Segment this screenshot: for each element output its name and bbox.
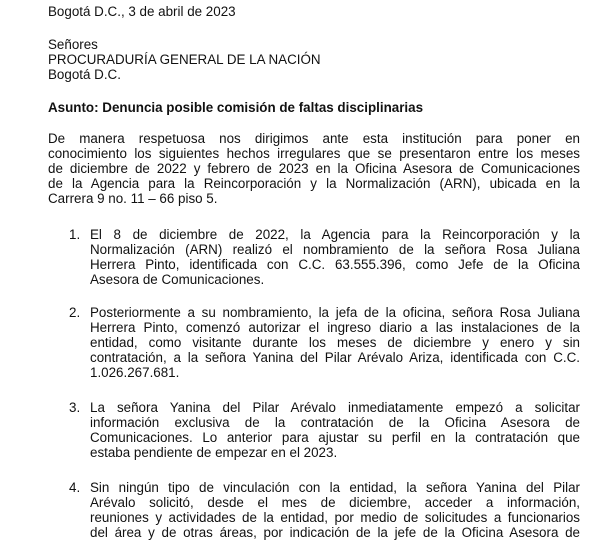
intro-line: Carrera 9 no. 11 – 66 piso 5. — [48, 191, 218, 206]
item-line: Arévalo solicitó, desde el mes de diciembre, acceder a información, — [90, 495, 580, 510]
item-line: Asesora de Comunicaciones. — [90, 272, 265, 287]
item-line: Herrera Pinto, identificada con C.C. 63.555.396, como Jefe de la Oficina — [90, 257, 580, 272]
item-line: Comunicaciones. Lo anterior para ajustar su perfil en la contratación que — [90, 430, 580, 445]
item-line: Normalización (ARN) realizó el nombramiento de la señora Rosa Juliana — [90, 242, 580, 257]
item-line: del área y de otras áreas, por indicación de la jefe de la Oficina Asesora de — [90, 525, 580, 540]
item-number: 4. — [69, 480, 81, 495]
item-line: El 8 de diciembre de 2022, la Agencia para la Reincorporación y la — [90, 227, 580, 242]
item-line: Posteriormente a su nombramiento, la jefa de la oficina, señora Rosa Juliana — [90, 305, 580, 320]
item-number: 2. — [69, 305, 81, 320]
item-line: 1.026.267.681. — [90, 365, 180, 380]
item-line: información exclusiva de la contratación de la Oficina Asesora de — [90, 415, 580, 430]
intro-line: conocimiento los siguientes hechos irregulares que se presentaron entre los meses — [48, 146, 580, 161]
item-line: Herrera Pinto, comenzó autorizar el ingreso diario a las instalaciones de la — [90, 320, 580, 335]
item-line: Sin ningún tipo de vinculación con la entidad, la señora Yanina del Pilar — [90, 480, 580, 495]
intro-line: De manera respetuosa nos dirigimos ante esta institución para poner en — [48, 131, 580, 146]
salutation: Señores — [48, 37, 98, 52]
intro-line: de la Agencia para la Reincorporación y la Normalización (ARN), ubicada en la — [48, 176, 580, 191]
item-line: entidad, como visitante durante los meses de diciembre y enero y sin — [90, 335, 580, 350]
item-line: contratación, a la señora Yanina del Pilar Arévalo Ariza, identificada con C.C. — [90, 350, 580, 365]
item-number: 3. — [69, 400, 81, 415]
item-number: 1. — [69, 227, 81, 242]
item-line: estaba pendiente de empezar en el 2023. — [90, 445, 338, 460]
recipient-city: Bogotá D.C. — [48, 67, 121, 82]
date-line: Bogotá D.C., 3 de abril de 2023 — [48, 4, 236, 19]
subject-line: Asunto: Denuncia posible comisión de faltas disciplinarias — [48, 100, 424, 115]
intro-line: de diciembre de 2022 y febrero de 2023 en la Oficina Asesora de Comunicaciones — [48, 161, 580, 176]
recipient-entity: PROCURADURÍA GENERAL DE LA NACIÓN — [48, 52, 321, 67]
item-line: reuniones y actividades de la entidad, por medio de solicitudes a funcionarios — [90, 510, 580, 525]
item-line: La señora Yanina del Pilar Arévalo inmediatamente empezó a solicitar — [90, 400, 580, 415]
